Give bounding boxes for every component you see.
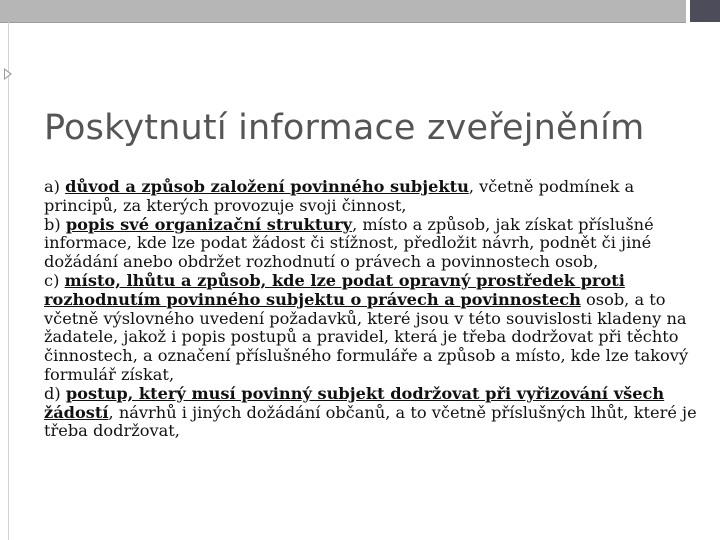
- item-marker: b): [44, 214, 61, 234]
- list-item: [44, 178, 710, 216]
- item-emphasis: postup, který musí povinný subjekt dodržovat při vyřizování všech žádostí: [44, 383, 665, 422]
- top-decorative-bar: [0, 0, 720, 22]
- item-marker: a): [44, 177, 60, 196]
- top-bar-light-segment: [0, 0, 686, 23]
- left-vertical-rule: [8, 22, 9, 540]
- top-bar-dark-segment: [690, 0, 720, 22]
- list-item: [44, 385, 710, 441]
- item-text: , místo a způsob, jak získat příslušné informace, kde lze podat žádost či stížnost, předložit návrh, podnět či jiné dožádání anebo obdržet rozhodnutí o právech a povinnostech osob,: [44, 214, 654, 272]
- item-text: osob, a to včetně výslovného uvedení požadavků, které jsou v této souvislosti kladeny na žadatele, jakož i popis postupů a pravidel, která je třeba dodržovat při těchto činnostech, a označení příslušného formuláře a způsob a místo, kde lze takový formulář získat,: [44, 289, 689, 384]
- list-item: [44, 272, 710, 385]
- slide-body: [44, 178, 710, 441]
- item-text: , návrhů i jiných dožádání občanů, a to včetně příslušných lhůt, které je třeba dodržovat,: [44, 402, 697, 441]
- triangle-marker-inner: [5, 70, 10, 78]
- item-emphasis: důvod a způsob založení povinného subjektu: [65, 177, 469, 196]
- item-emphasis: místo, lhůtu a způsob, kde lze podat opravný prostředek proti rozhodnutím povinného subjektu o právech a povinnostech: [44, 270, 625, 309]
- item-marker: c): [44, 270, 60, 290]
- item-emphasis: popis své organizační struktury: [65, 214, 353, 234]
- slide-title: Poskytnutí informace zveřejněním: [44, 108, 645, 148]
- item-text: , včetně podmínek a principů, za kterých provozuje svoji činnost,: [44, 177, 635, 215]
- list-item: [44, 216, 710, 272]
- item-marker: d): [44, 383, 61, 403]
